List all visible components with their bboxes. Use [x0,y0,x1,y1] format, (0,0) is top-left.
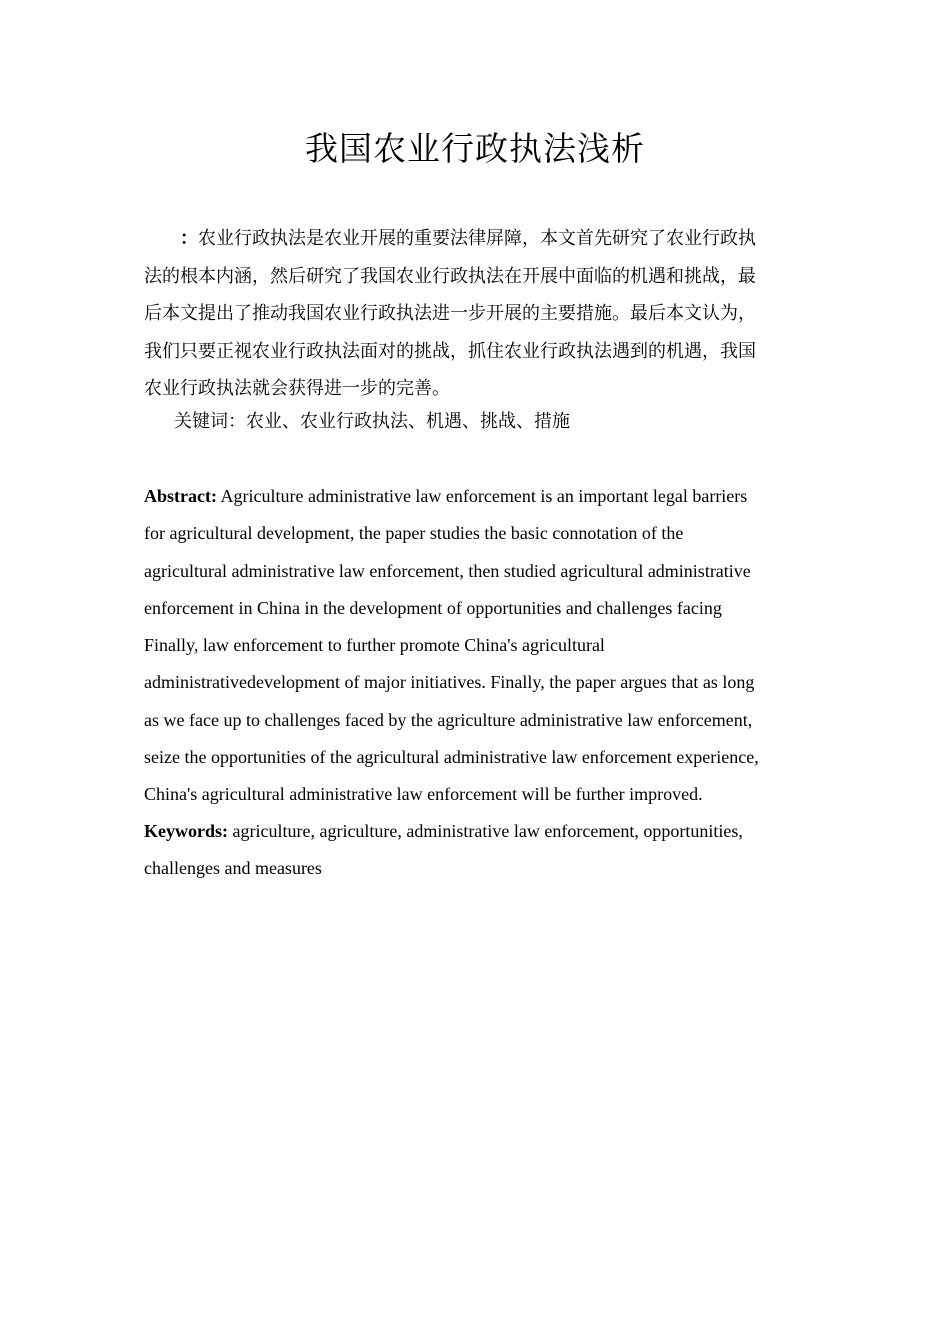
english-abstract-line: agricultural administrative law enforcement, then studied agricultural administrative [144,560,751,581]
chinese-abstract [144,220,804,408]
chinese-keywords [174,405,804,439]
english-abstract-label: Abstract: [144,486,217,506]
english-keywords-label: Keywords: [144,821,228,841]
chinese-abstract-line: 我们只要正视农业行政执法面对的挑战，抓住农业行政执法遇到的机遇，我国 [144,340,756,362]
english-abstract-line: Finally, law enforcement to further promote China's agricultural [144,635,605,656]
chinese-keywords-label: 关键词： [174,411,246,432]
english-abstract-line [144,478,804,515]
english-keywords-line [144,813,804,850]
english-abstract-line: as we face up to challenges faced by the agriculture administrative law enforcement, [144,709,753,730]
chinese-abstract-line: 农业行政执法就会获得进一步的完善。 [144,378,450,399]
english-abstract-line: administrativedevelopment of major initiatives. Finally, the paper argues that as long [144,672,755,693]
chinese-abstract-line: 法的根本内涵，然后研究了我国农业行政执法在开展中面临的机遇和挑战，最 [144,265,756,287]
english-abstract-line-text: Agriculture administrative law enforcement is an important legal barriers [216,486,748,506]
chinese-abstract-label: ： [180,228,198,249]
english-abstract-line: enforcement in China in the development of opportunities and challenges facing [144,597,722,618]
chinese-abstract-line: 后本文提出了推动我国农业行政执法进一步开展的主要措施。最后本文认为， [144,303,756,324]
english-abstract [144,478,804,814]
english-keywords-line-text: agriculture, agriculture, administrative law enforcement, opportunities, [228,821,743,841]
chinese-abstract-line: 农业行政执法是农业开展的重要法律屏障，本文首先研究了农业行政执 [198,228,756,249]
document-title: 我国农业行政执法浅析 [305,129,645,168]
english-keywords-line: challenges and measures [144,858,322,878]
english-abstract-line: for agricultural development, the paper studies the basic connotation of the [144,523,684,544]
english-keywords [144,813,804,887]
english-abstract-line: seize the opportunities of the agricultural administrative law enforcement experience, [144,747,759,768]
english-abstract-line: China's agricultural administrative law enforcement will be further improved. [144,784,703,805]
chinese-keywords-text: 农业、农业行政执法、机遇、挑战、措施 [246,411,570,432]
